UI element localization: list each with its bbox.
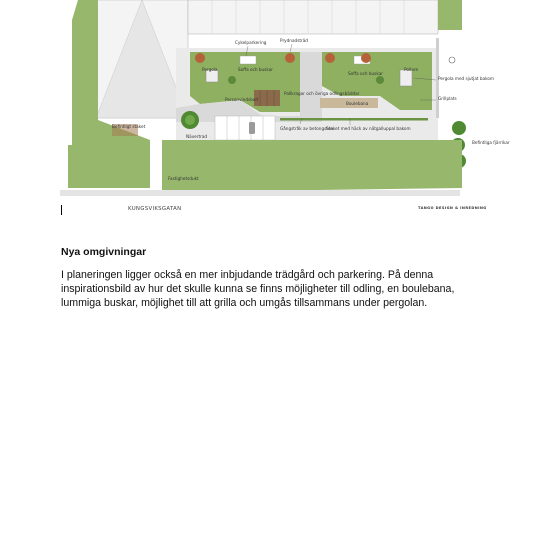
label-prydnadstrad: Prydnadsträd bbox=[280, 38, 308, 43]
label-soffa-buskar-left: Soffa och buskar bbox=[238, 67, 273, 72]
label-pergola-right: Pergola med sjutjat bakom bbox=[438, 76, 495, 81]
ornamental-tree-2 bbox=[285, 53, 295, 63]
soffa-left bbox=[240, 56, 256, 64]
label-grillplats: Grillplats bbox=[438, 96, 457, 101]
label-boulebana: Boulebana bbox=[346, 101, 369, 106]
existing-tree-1 bbox=[452, 121, 466, 135]
label-soffa-buskar-right: Soffa och buskar bbox=[348, 71, 383, 76]
label-navertrad: Nävertrad bbox=[186, 134, 208, 139]
label-street: KUNGSVIKSGATAN bbox=[128, 206, 182, 212]
birch-tree-inner bbox=[185, 115, 195, 125]
label-befintligt-staket: Befintligt staket bbox=[112, 124, 146, 129]
paragraph-line: I planeringen ligger också en mer inbjudande trädgård och parkering. På denna bbox=[61, 269, 434, 281]
label-pollare: Pollare bbox=[404, 67, 419, 72]
top-building bbox=[188, 0, 438, 34]
grill-marker bbox=[449, 57, 455, 63]
ornamental-tree-3 bbox=[325, 53, 335, 63]
parking-area bbox=[215, 116, 275, 140]
body-paragraph bbox=[61, 268, 501, 311]
hedge-line bbox=[280, 118, 428, 121]
lawn-lower-mid bbox=[162, 140, 462, 192]
path-center bbox=[300, 52, 322, 122]
paragraph-line: lummiga buskar, möjlighet till att grilla och umgås tillsammans under pergolan. bbox=[61, 297, 428, 310]
site-plan-image bbox=[0, 0, 550, 220]
label-cykelparkering: Cykelparkering bbox=[235, 40, 267, 45]
shrub-cluster-2 bbox=[376, 76, 384, 84]
label-befintliga: Befintliga fjärrikar bbox=[472, 140, 510, 145]
pergola-right bbox=[400, 70, 412, 86]
label-brand: TANGO DESIGN & INREDNING bbox=[418, 206, 487, 210]
lawn-top-right bbox=[438, 0, 462, 30]
paragraph-line: inspirationsbild av hur det skulle kunna se finns möjligheter till odling, en boulebana, bbox=[61, 283, 455, 296]
label-pallkragar: Pallkragar och övriga odlingsbäddar bbox=[284, 91, 360, 96]
label-gangstrak: Gångstråk av betongsten bbox=[280, 126, 334, 131]
label-personvindsbod: Personvindsbod bbox=[225, 97, 259, 102]
road-edge bbox=[60, 190, 460, 196]
ornamental-tree-1 bbox=[195, 53, 205, 63]
section-heading: Nya omgivningar bbox=[61, 246, 147, 258]
lawn-lower-left bbox=[68, 145, 150, 188]
label-pergola-left: Pergola bbox=[202, 67, 218, 72]
parked-car bbox=[249, 122, 255, 134]
label-staket: Staket med häck av nätgalluppal bakom bbox=[326, 126, 411, 131]
ornamental-tree-4 bbox=[361, 53, 371, 63]
shrub-cluster-1 bbox=[228, 76, 236, 84]
label-fastighet: Fastighetsdukt bbox=[168, 176, 199, 181]
text-cursor bbox=[61, 205, 62, 215]
